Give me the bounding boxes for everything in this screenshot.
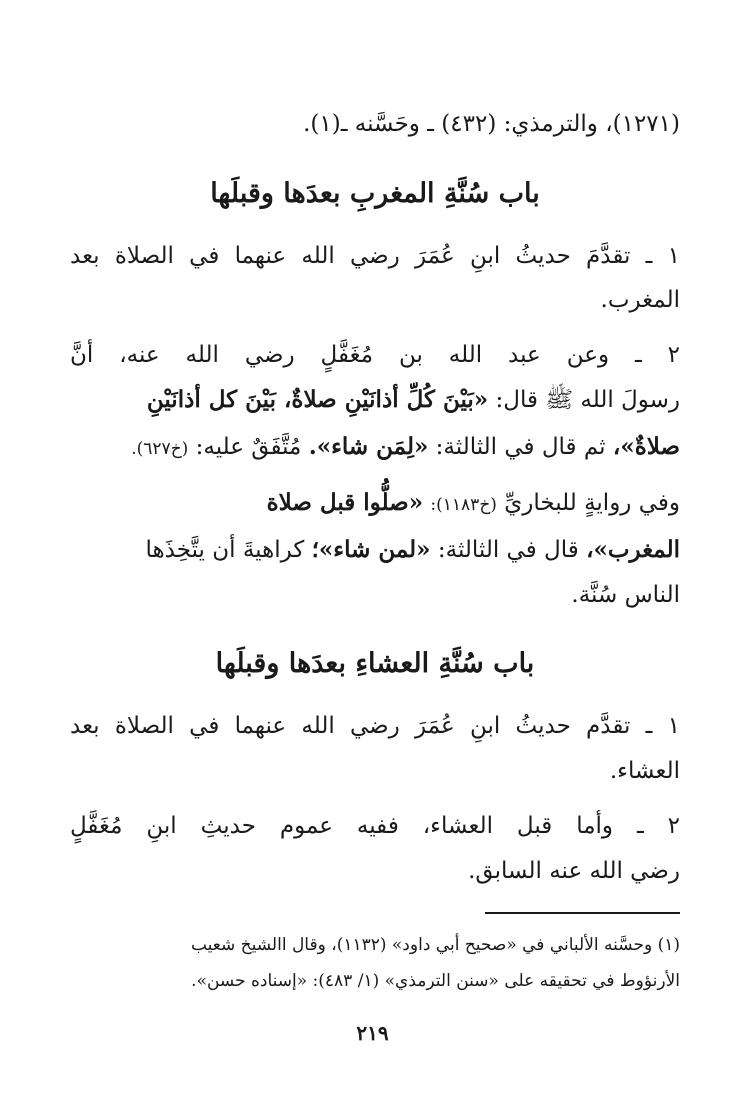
paragraph-line: ٢ ـ وأما قبل العشاء، ففيه عموم حديثِ ابنِ مُغَفَّلٍ: [70, 813, 680, 839]
page-number: ٢١٩: [356, 1021, 389, 1045]
text-run: قال في الثالثة:: [437, 537, 579, 563]
hadith-quote: المغرب»،: [586, 536, 680, 563]
footnote-line: الأرنؤوط في تحقيقه على «سنن الترمذي» (١/ ٤٨٣): «إسناده حسن».: [191, 971, 680, 991]
paragraph-line: [70, 483, 680, 525]
footnote-line: (١) وحسَّنه الألباني في «صحيح أبي داود» (١١٣٢)، وقال االشيخ شعيب: [190, 935, 680, 955]
paragraph-line: [70, 530, 680, 570]
hadith-quote: «بَيْنَ كُلِّ أذانَيْنِ صلاةٌ، بَيْنَ كل أذانَيْنِ: [146, 386, 489, 413]
text-run: رسولَ الله ﷺ قال:: [495, 387, 680, 413]
section-heading-isha: باب سُنَّةِ العشاءِ بعدَها وقبلَها: [215, 648, 535, 679]
hadith-quote: «لمن شاء»؛: [311, 536, 431, 563]
text-run: ثم قال في الثالثة:: [435, 434, 606, 460]
reference-code: (خ٦٢٧).: [131, 439, 189, 459]
paragraph-line: المغرب.: [600, 287, 680, 313]
hadith-quote: «صلُّوا قبل صلاة: [266, 489, 424, 516]
text-run: وفي روايةٍ للبخاريِّ: [504, 490, 680, 516]
paragraph-line: ١ ـ تقدَّمَ حديثُ ابنِ عُمَرَ رضي الله عنهما في الصلاة بعد: [70, 243, 680, 269]
section-heading-maghrib: باب سُنَّةِ المغربِ بعدَها وقبلَها: [210, 178, 540, 209]
text-run: مُتَّفَقٌ عليه:: [195, 434, 302, 460]
paragraph-line: [70, 380, 680, 420]
paragraph-line: ١ ـ تقدَّم حديثُ ابنِ عُمَرَ رضي الله عنهما في الصلاة بعد: [70, 713, 680, 739]
hadith-quote: صلاةٌ»،: [612, 433, 680, 460]
reference-code: (خ١١٨٣):: [430, 495, 497, 515]
paragraph-line: [70, 427, 680, 469]
paragraph-line: ٢ ـ وعن عبد الله بن مُغَفَّلٍ رضي الله عنه، أنَّ: [70, 342, 680, 368]
hadith-quote: «لِمَن شاء».: [308, 433, 429, 460]
paragraph-line: رضي الله عنه السابق.: [468, 858, 680, 884]
footnote-separator: [485, 912, 680, 914]
paragraph-line: الناس سُنَّة.: [571, 582, 680, 608]
paragraph-line: العشاء.: [609, 758, 680, 784]
continuation-line: (١٢٧١)، والترمذي: (٤٣٢) ـ وحَسَّنه ـ(١).: [303, 111, 680, 137]
text-run: كراهيةَ أن يتَّخِذَها: [145, 537, 305, 563]
